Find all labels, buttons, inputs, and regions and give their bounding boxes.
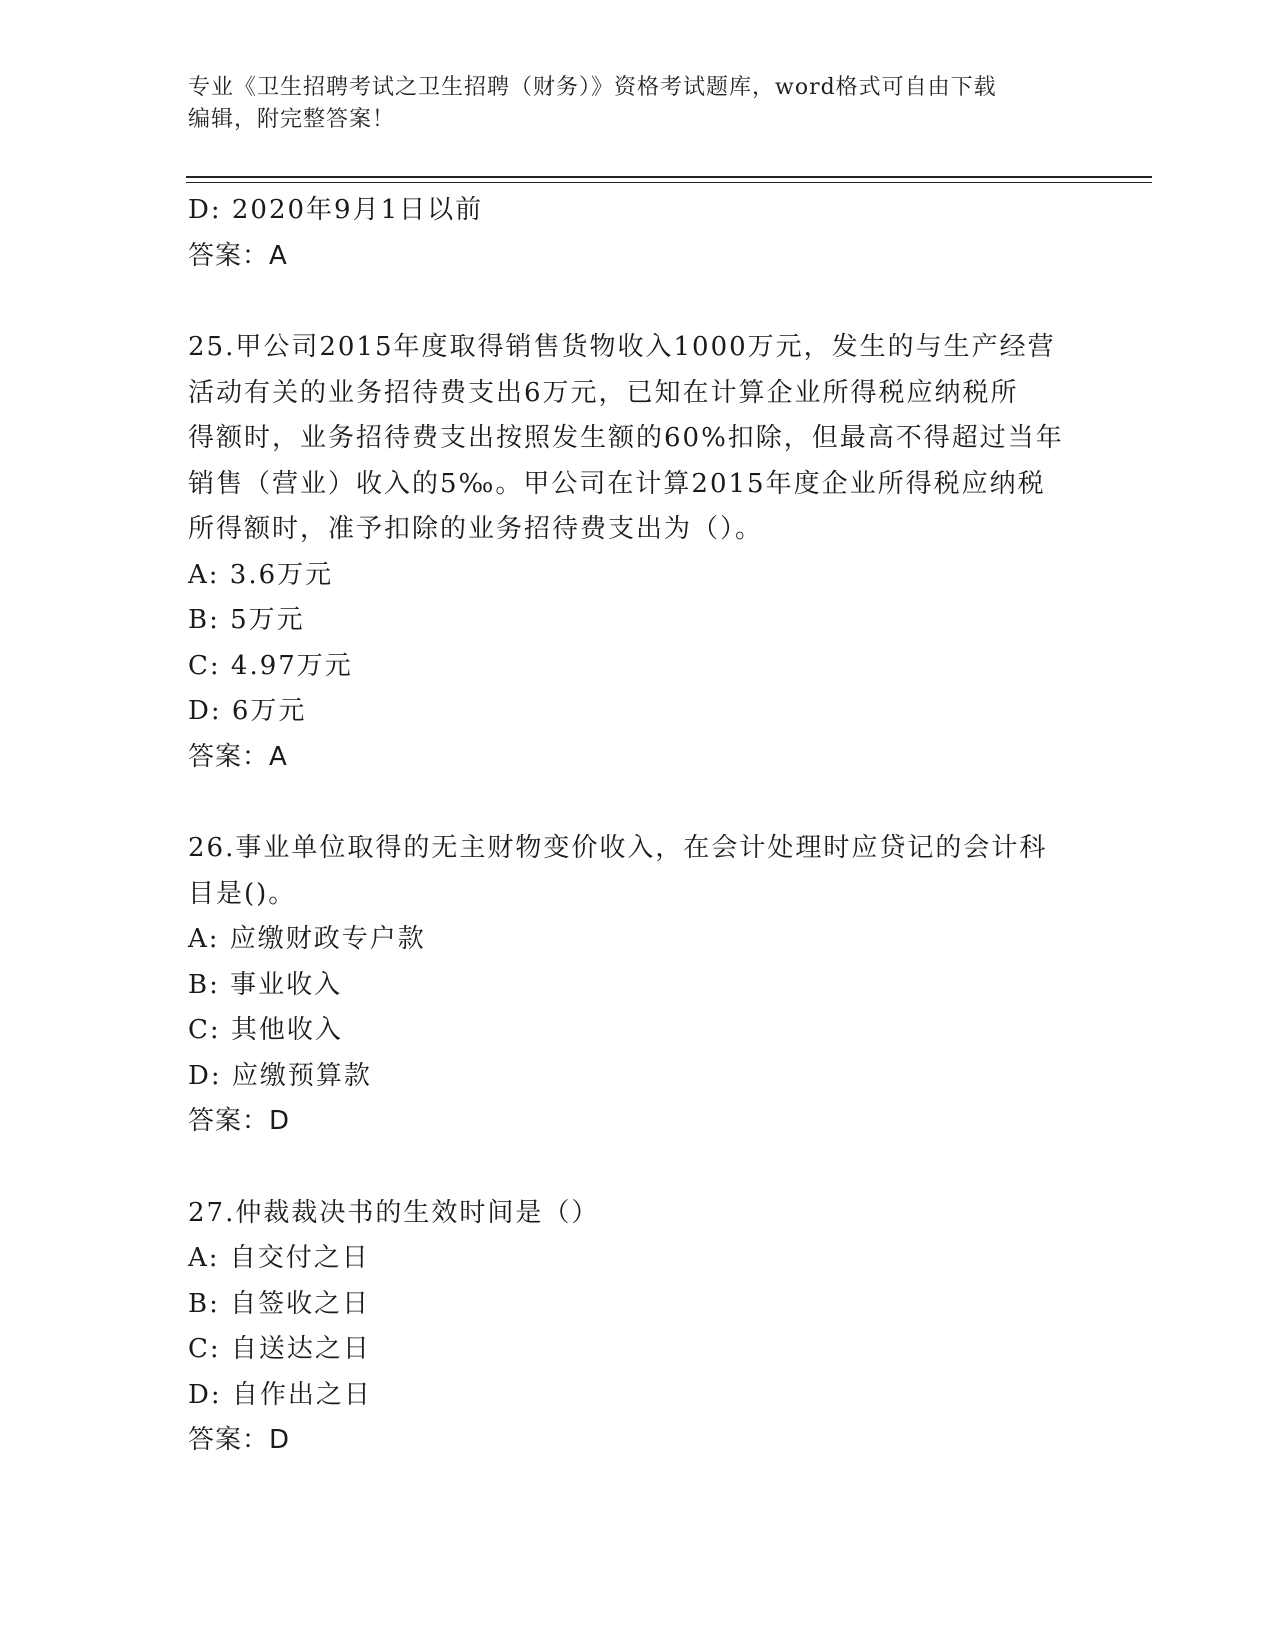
header-line-2: 编辑，附完整答案！ <box>188 107 396 132</box>
question-27-answer: 答案：D <box>188 1425 291 1455</box>
question-27-option-d: D: 自作出之日 <box>188 1379 372 1410</box>
question-25-stem-line: 活动有关的业务招待费支出6万元，已知在计算企业所得税应纳税所 <box>188 377 1019 408</box>
question-26-option-a: A: 应缴财政专户款 <box>188 924 426 954</box>
question-25-option-d: D: 6万元 <box>188 696 307 726</box>
question-25-stem-line: 所得额时，准予扣除的业务招待费支出为（）。 <box>188 514 764 544</box>
question-25 <box>188 325 1088 780</box>
question-25-stem-line: 销售（营业）收入的5‰。甲公司在计算2015年度企业所得税应纳税 <box>188 468 1046 499</box>
question-26-option-c: C: 其他收入 <box>188 1015 343 1045</box>
question-25-stem-line: 25.甲公司2015年度取得销售货物收入1000万元，发生的与生产经营 <box>188 332 1056 362</box>
question-26-option-d: D: 应缴预算款 <box>188 1060 372 1091</box>
question-25-answer: 答案：A <box>188 741 288 772</box>
spacer <box>188 1145 1088 1191</box>
prev-answer: 答案：A <box>188 240 288 271</box>
prev-option-d: D: 2020年9月1日以前 <box>188 195 484 225</box>
document-body <box>188 188 1088 1464</box>
question-27-option-b: B: 自签收之日 <box>188 1288 371 1319</box>
spacer <box>188 780 1088 826</box>
question-25-option-b: B: 5万元 <box>188 605 305 635</box>
question-27 <box>188 1191 1088 1464</box>
question-25-option-a: A: 3.6万元 <box>188 559 334 590</box>
question-26-stem-line: 目是()。 <box>188 878 297 909</box>
header-line-1: 专业《卫生招聘考试之卫生招聘（财务）》资格考试题库，word格式可自由下载 <box>188 75 997 100</box>
spacer <box>188 279 1088 325</box>
question-26-stem-line: 26.事业单位取得的无主财物变价收入，在会计处理时应贷记的会计科 <box>188 833 1048 863</box>
question-25-option-c: C: 4.97万元 <box>188 650 353 681</box>
header-divider-thick <box>186 176 1152 178</box>
question-26 <box>188 826 1088 1145</box>
question-25-stem-line: 得额时，业务招待费支出按照发生额的60%扣除，但最高不得超过当年 <box>188 423 1064 453</box>
question-27-option-c: C: 自送达之日 <box>188 1334 371 1364</box>
header-divider-thin <box>186 182 1152 183</box>
question-26-option-b: B: 事业收入 <box>188 969 343 1000</box>
question-26-answer: 答案：D <box>188 1106 291 1136</box>
document-header <box>188 72 1068 136</box>
question-27-stem-line: 27.仲裁裁决书的生效时间是（） <box>188 1197 600 1228</box>
question-27-option-a: A: 自交付之日 <box>188 1243 370 1273</box>
